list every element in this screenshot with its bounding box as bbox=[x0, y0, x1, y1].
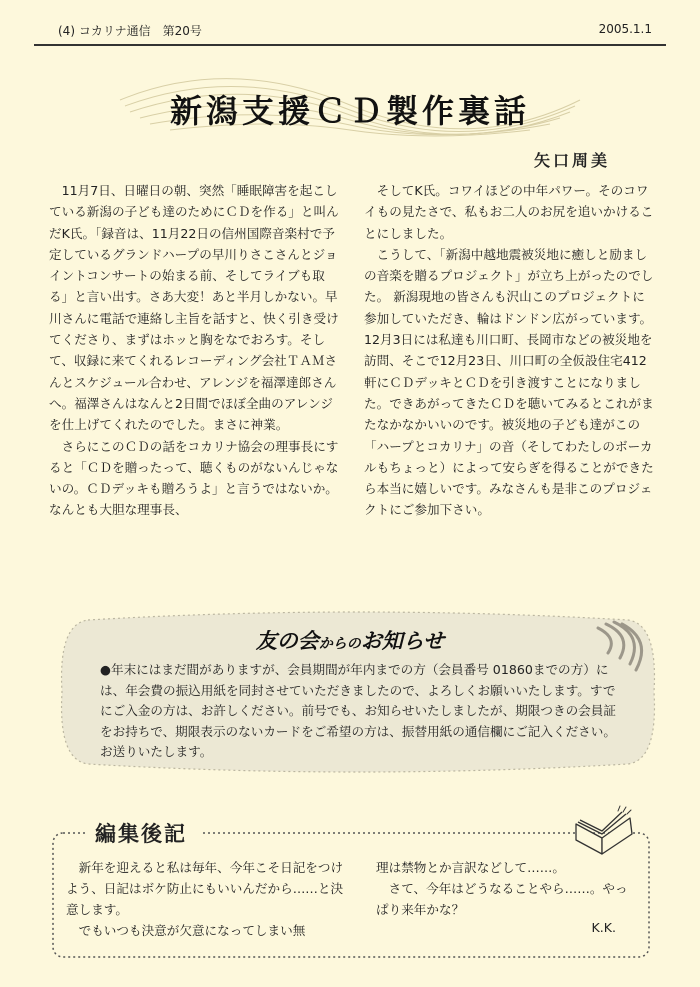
header-date: 2005.1.1 bbox=[598, 22, 652, 36]
notice-text: ●年末にはまだ間がありますが、会員期間が年内までの方（会員番号 01860までの方）には、年会費の振込用紙を同封させていただきましたので、よろしくお願いいたします。すでにご入金の方は、お許しください。前号でも、お知らせいたしましたが、期限つきの会員証をお持ちで、期限表示のないカードをご希望の方は、振替用紙の通信欄にご記入ください。お送りいたします。 bbox=[100, 662, 616, 759]
editor-initials: K.K. bbox=[591, 920, 616, 935]
header-issue-label: (4) コカリナ通信 第20号 bbox=[58, 24, 202, 38]
notice-title bbox=[0, 625, 700, 655]
header-rule bbox=[34, 44, 666, 46]
article-column-right bbox=[364, 180, 655, 521]
notice-title-main: 友の会 bbox=[255, 628, 319, 653]
editor-title: 編集後記 bbox=[95, 822, 187, 846]
article-paragraph: さらにこのＣＤの話をコカリナ協会の理事長にすると「ＣＤを贈ったって、聴くものがないんじゃないの。ＣＤデッキも贈ろうよ」と言うではないか。なんとも大胆な理事長、 bbox=[49, 438, 339, 518]
editor-paragraph: 新年を迎えると私は毎年、今年こそ日記をつけよう、日記はボケ防止にもいいんだから……と決意します。 bbox=[66, 860, 344, 917]
open-book-icon bbox=[572, 804, 636, 856]
editor-paragraph: 理は禁物とか言訳などして……。 bbox=[376, 860, 565, 875]
article-paragraph: そしてK氏。コワイほどの中年パワー。そのコワイもの見たさで、私もお二人のお尻を追いかけることにしました。 bbox=[364, 183, 654, 241]
notice-title-mid: からの bbox=[318, 636, 361, 652]
article-column-left bbox=[49, 180, 340, 521]
article-title: 新潟支援ＣＤ製作裏話 bbox=[169, 92, 530, 130]
editor-column-left bbox=[66, 857, 348, 941]
editor-paragraph: でもいつも決意が欠意になってしまい無 bbox=[78, 923, 306, 938]
article-paragraph: 11月7日、日曜日の朝、突然「睡眠障害を起こしている新潟の子ども達のためにＣＤを作る」と叫んだK氏。「録音は、11月22日の信州国際音楽村で予定しているグランドハープの早川りさこさんとジョイントコンサートの始まる前、そしてライブも取る」と言い出す。さあ大変！あと半月しかない。早川さんに電話で連絡し主旨を話すと、快く引き受けてくださり、まずはホッと胸をなでおろす。そして、収録に来てくれるレコーディング会社ＴＡＭさんとスケジュール合わせ、アレンジを福澤達郎さんへ。福澤さんはなんと2日間でほぼ全曲のアレンジを仕上げてくれたのでした。まさに神業。 bbox=[49, 183, 339, 433]
notice-title-end: お知らせ bbox=[360, 628, 445, 653]
article-paragraph: こうして、「新潟中越地震被災地に癒しと励ましの音楽を贈るプロジェクト」が立ち上がったのでした。 新潟現地の皆さんも沢山このプロジェクトに参加していただき、輪はドンドン広がっています。12月3日には私達も川口町、長岡市などの被災地を訪問、そこで12月23日、川口町の全仮設住宅412軒にＣＤデッキとＣＤを引き渡すことになりました。できあがってきたＣＤを聴いてみるとこれがまたなかなかいいのです。被災地の子ども達がこの「ハープとコカリナ」の音（そしてわたしのボーカルもちょっと）によって安らぎを得ることができたら本当に嬉しいです。みなさんも是非このプロジェクトにご参加下さい。 bbox=[364, 246, 654, 518]
editor-paragraph: さて、今年はどうなることやら……。やっぱり来年かな？ bbox=[376, 881, 628, 917]
article-author: 矢口周美 bbox=[533, 151, 610, 170]
editor-column-right bbox=[376, 857, 636, 920]
